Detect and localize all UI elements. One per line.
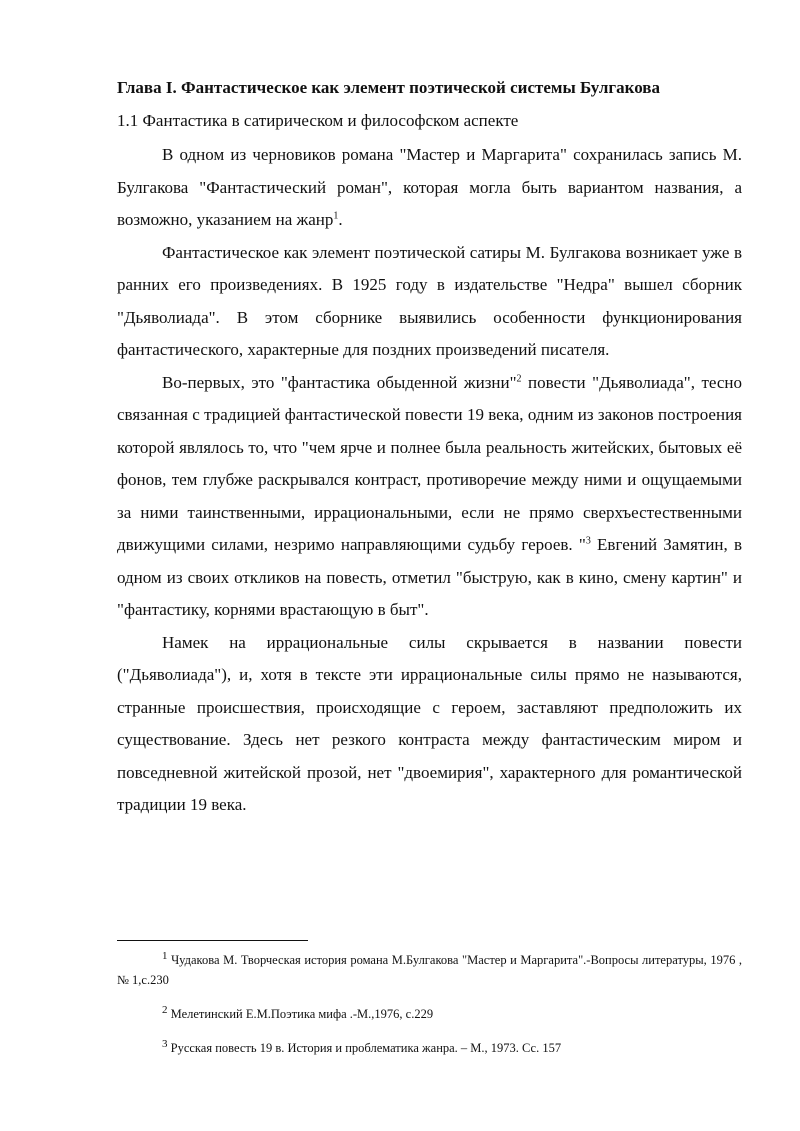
footnote-number: 1 [162, 949, 168, 962]
footnote-ref-1[interactable]: 1 [333, 210, 339, 222]
footnote-text: Мелетинский Е.М.Поэтика мифа .-М.,1976, с.229 [170, 1007, 434, 1021]
paragraph-3 [117, 367, 742, 627]
paragraph-2 [117, 237, 742, 367]
chapter-heading: Глава I. Фантастическое как элемент поэтической системы Булгакова [117, 78, 660, 97]
paragraph-2-text: Фантастическое как элемент поэтической сатиры М. Булгакова возникает уже в ранних его произведениях. В 1925 году в издательстве "Недра" вышел сборник "Дьяволиада". В этом сборнике выявились особенности функционирования фантастического, характерные для поздних произведений писателя. [117, 242, 742, 359]
paragraph-1-end: . [338, 210, 343, 229]
paragraph-3-text-b: повести "Дьяволиада", тесно связанная с традицией фантастической повести 19 века, одним из законов построения которой являлось то, что "чем ярче и полнее была реальность житейских, бытовых её фонов, тем глубже раскрывался контраст, противоречие между ними и ощущаемыми за ними таинственными, иррациональными, если не прямо сверхъестественными движущими силами, незримо направляющими судьбу героев. " [117, 372, 742, 554]
paragraph-3-text-a: Во-первых, это "фантастика обыденной жизни" [162, 372, 517, 392]
footnote-3 [117, 1038, 742, 1058]
footnote-number: 2 [162, 1003, 168, 1016]
footnote-ref-3[interactable]: 3 [585, 535, 591, 547]
footnote-ref-2[interactable]: 2 [516, 372, 522, 384]
paragraph-1-text: В одном из черновиков романа "Мастер и Маргарита" сохранилась запись М. Булгакова "Фантастический роман", которая могла быть вариантом названия, а возможно, указанием на жанр [117, 145, 742, 229]
paragraph-4-text: Намек на иррациональные силы скрывается в названии повести ("Дьяволиада"), и, хотя в тексте эти иррациональные силы прямо не называются, странные происшествия, происходящие с героем, заставляют предположить их существование. Здесь нет резкого контраста между фантастическим миром и повседневной житейской прозой, нет "двоемирия", характерного для романтической традиции 19 века. [117, 632, 742, 814]
footnote-number: 3 [162, 1037, 168, 1050]
footnote-2 [117, 1004, 742, 1024]
footnote-separator [117, 940, 308, 941]
paragraph-4 [117, 627, 742, 822]
paragraph-1 [117, 139, 742, 237]
paragraph-3-text-c: Евгений Замятин, в одном из своих откликов на повесть, отметил "быструю, как в кино, смену картин" и "фантастику, корнями врастающую в быт". [117, 535, 743, 619]
footnote-text: Чудакова М. Творческая история романа М.Булгакова "Мастер и Маргарита".-Вопросы литературы, 1976 ,№ 1,с.230 [117, 953, 742, 987]
footnote-text: Русская повесть 19 в. История и проблематика жанра. – М., 1973. Сс. 157 [170, 1041, 562, 1055]
footnote-1 [117, 950, 742, 990]
footnotes [117, 950, 742, 1072]
section-heading: 1.1 Фантастика в сатирическом и философском аспекте [117, 111, 519, 130]
body-text [117, 139, 742, 822]
